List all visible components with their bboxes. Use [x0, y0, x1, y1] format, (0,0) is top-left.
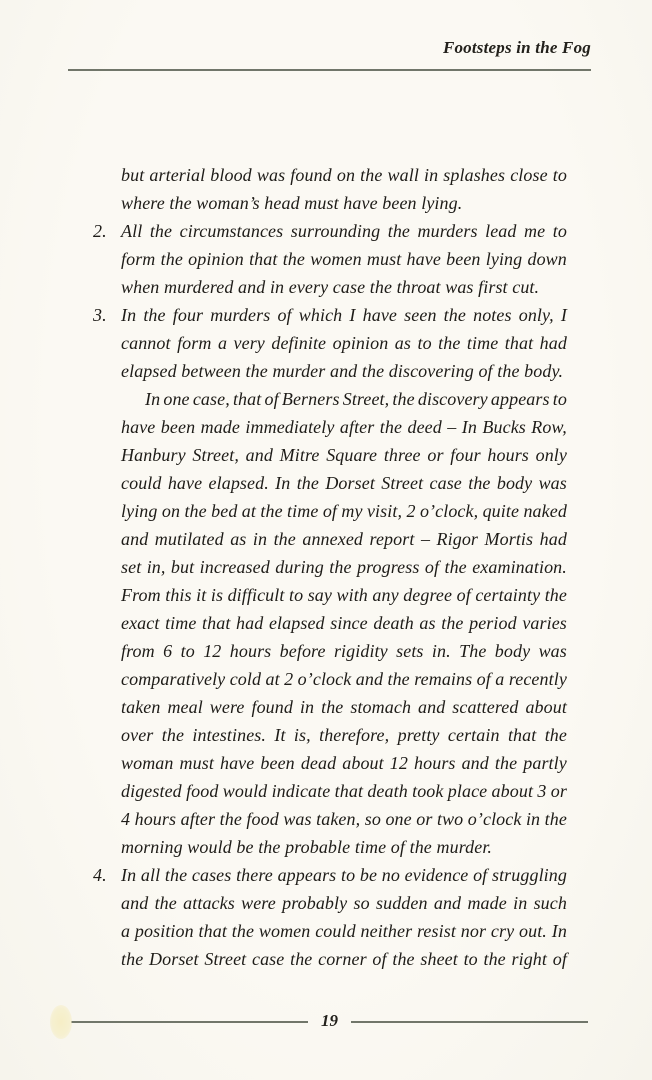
text-line: comparatively cold at 2 o’clock and the remains of a recently — [121, 669, 567, 689]
text-line: In the four murders of which I have seen the notes only, I — [121, 305, 567, 325]
text-line: have been made immediately after the deed – In Bucks Row, — [121, 417, 567, 437]
scan-smudge-artifact — [50, 1005, 72, 1039]
text-line: set in, but increased during the progress of the examination. — [121, 557, 567, 577]
list-item-text — [121, 161, 567, 217]
text-line: From this it is difficult to say with any degree of certainty the — [121, 585, 567, 605]
text-line: a position that the women could neither resist nor cry out. In — [121, 921, 567, 941]
page-body — [93, 161, 567, 973]
text-line: Hanbury Street, and Mitre Square three or four hours only — [121, 445, 567, 465]
list-item-text — [121, 301, 567, 385]
text-line: 4 hours after the food was taken, so one or two o’clock in the — [121, 809, 567, 829]
text-line: cannot form a very definite opinion as to the time that had — [121, 333, 567, 353]
list-item-text — [121, 861, 567, 973]
header-rule — [68, 69, 591, 71]
text-line: when murdered and in every case the throat was first cut. — [121, 277, 540, 297]
text-line: form the opinion that the women must have been lying down — [121, 249, 567, 269]
text-line: but arterial blood was found on the wall in splashes close to — [121, 165, 567, 185]
text-line: could have elapsed. In the Dorset Street case the body was — [121, 473, 567, 493]
text-line: over the intestines. It is, therefore, pretty certain that the — [121, 725, 567, 745]
running-header-title: Footsteps in the Fog — [442, 38, 591, 57]
list-item — [93, 385, 567, 861]
text-line: taken meal were found in the stomach and scattered about — [121, 697, 567, 717]
text-line: where the woman’s head must have been lying. — [121, 193, 463, 213]
text-line: elapsed between the murder and the discovering of the body. — [121, 361, 564, 381]
text-line: woman must have been dead about 12 hours and the partly — [121, 753, 567, 773]
list-item — [93, 861, 567, 973]
text-line: lying on the bed at the time of my visit, 2 o’clock, quite naked — [121, 501, 567, 521]
text-line: All the circumstances surrounding the murders lead me to — [121, 221, 567, 241]
page-footer — [71, 1012, 588, 1032]
list-item — [93, 161, 567, 217]
text-line: from 6 to 12 hours before rigidity sets in. The body was — [121, 641, 567, 661]
list-item-text — [121, 385, 567, 861]
list-number: 3. — [93, 305, 107, 325]
list-item — [93, 217, 567, 301]
text-line: exact time that had elapsed since death as the period varies — [121, 613, 567, 633]
list-item — [93, 301, 567, 385]
list-number — [93, 385, 121, 861]
text-line: the Dorset Street case the corner of the sheet to the right of — [121, 949, 567, 969]
footer-rule-right — [351, 1021, 588, 1023]
text-line: and the attacks were probably so sudden and made in such — [121, 893, 567, 913]
list-item-text — [121, 217, 567, 301]
list-number: 4. — [93, 865, 107, 885]
text-line: In all the cases there appears to be no evidence of struggling — [121, 865, 567, 885]
list-number — [93, 161, 121, 217]
text-line: and mutilated as in the annexed report – Rigor Mortis had — [121, 529, 567, 549]
list-number: 2. — [93, 221, 107, 241]
text-line: morning would be the probable time of the murder. — [121, 837, 493, 857]
page-number: 19 — [321, 1011, 338, 1030]
footer-rule-left — [71, 1021, 308, 1023]
text-line: In one case, that of Berners Street, the discovery appears to — [145, 389, 567, 409]
text-line: digested food would indicate that death took place about 3 or — [121, 781, 567, 801]
